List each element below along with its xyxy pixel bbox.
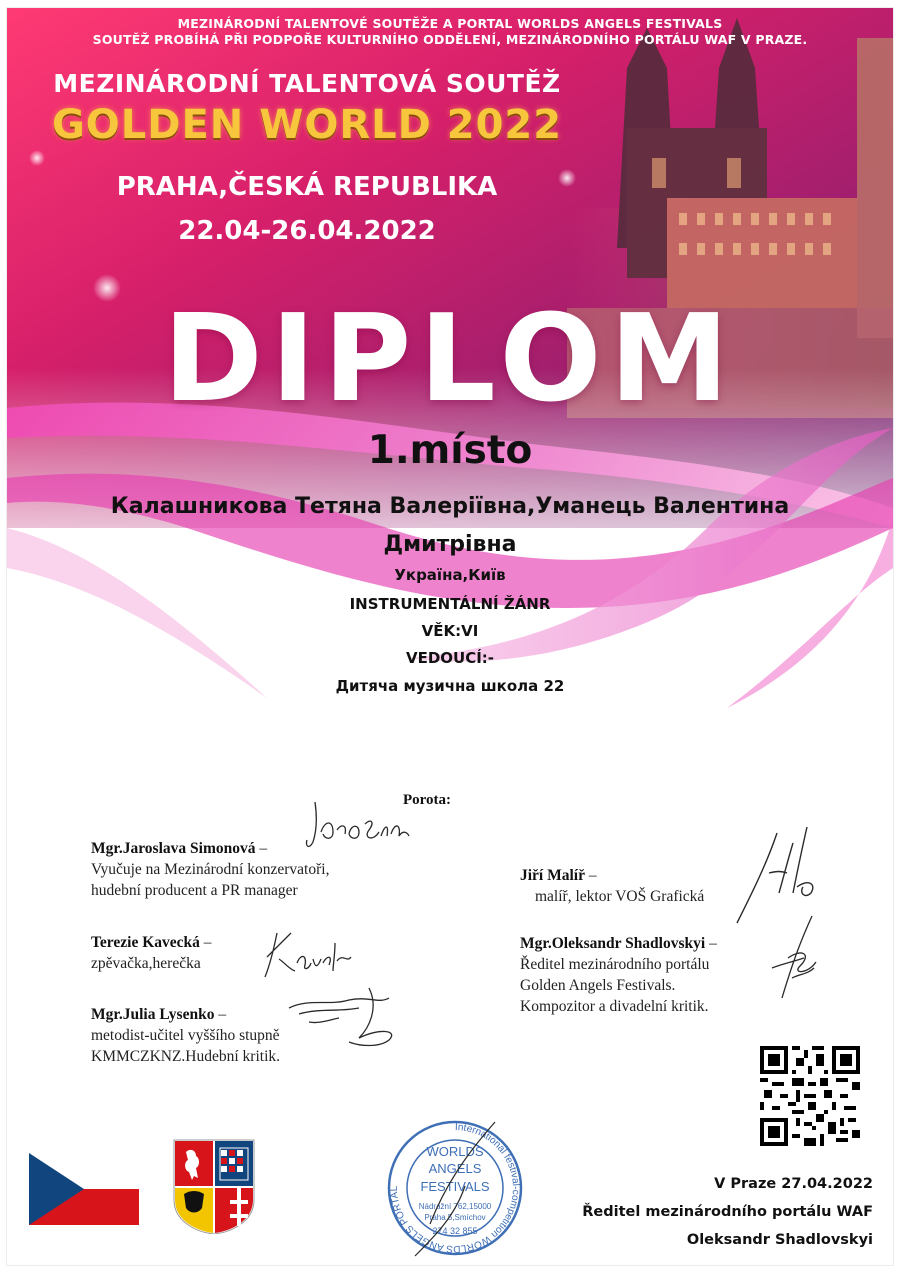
school-name: Дитяча музична школа 22 <box>335 677 565 695</box>
signature-lysenko <box>269 978 419 1058</box>
signature-shadlovskyi <box>752 908 842 1008</box>
round-stamp-icon <box>385 1116 525 1264</box>
jury-member <box>91 1004 280 1067</box>
jury-member-role: Kompozitor a divadelní kritik. <box>520 998 709 1015</box>
participant-names: Калашникова Тетяна Валеріївна,Уманець Валентина Дмитрівна <box>110 494 790 557</box>
jury-dash: – <box>705 935 717 952</box>
jury-member <box>520 933 717 1017</box>
jury-member-name: Jiří Malíř <box>520 867 585 884</box>
stamp-center-3: FESTIVALS <box>420 1179 490 1194</box>
footer-name: Oleksandr Shadlovskyi <box>686 1232 873 1248</box>
jury-member-name: Mgr.Jaroslava Simonová <box>91 840 256 857</box>
signature-kavecka <box>257 923 357 983</box>
jury-member-role: Golden Angels Festivals. <box>520 977 676 994</box>
czech-coat-of-arms-icon <box>172 1138 256 1234</box>
diploma-page <box>7 8 893 1265</box>
header-line-2: SOUTĚŽ PROBÍHÁ PŘI PODPOŘE KULTURNÍHO ODDĚLENÍ, MEZINÁRODNÍHO PORTÁLU WAF V PRAZE. <box>92 32 808 47</box>
footer-position: Ředitel mezinárodního portálu WAF <box>582 1204 873 1220</box>
jury-member-role: Ředitel mezinárodního portálu <box>520 956 710 973</box>
jury-dash: – <box>199 934 212 951</box>
czech-flag-icon <box>29 1153 139 1225</box>
jury-member-role: metodist-učitel vyššího stupně <box>91 1027 280 1044</box>
jury-dash: – <box>585 867 597 884</box>
stamp-center-1: WORLDS <box>426 1144 484 1159</box>
jury-member <box>91 838 329 901</box>
rank-label: 1.místo <box>367 428 533 473</box>
stamp-address-1: Nádražní 762,15000 <box>418 1202 492 1211</box>
qr-code-icon <box>760 1046 860 1146</box>
competition-dates: 22.04-26.04.2022 <box>178 216 436 246</box>
age-category: VĚK:VI <box>421 622 479 640</box>
diploma-heading: DIPLOM <box>163 290 737 429</box>
competition-place: PRAHA,ČESKÁ REPUBLIKA <box>116 172 498 202</box>
stamp-address-2: Praha 5,Smíchov <box>424 1213 486 1222</box>
header-line-1: MEZINÁRODNÍ TALENTOVÉ SOUTĚŽE A PORTAL WORLDS ANGELS FESTIVALS <box>177 16 723 31</box>
footer-block <box>582 1170 873 1254</box>
leader: VEDOUCÍ:- <box>405 649 495 667</box>
country-city: Україна,Київ <box>394 566 506 584</box>
stamp-center-2: ANGELS <box>428 1161 482 1176</box>
jury-member-role: zpěvačka,herečka <box>91 955 201 972</box>
jury-title: Porota: <box>402 792 452 808</box>
footer-date: V Praze 27.04.2022 <box>714 1176 873 1192</box>
stamp-address-3: 274 32 855 <box>432 1226 478 1236</box>
genre: INSTRUMENTÁLNÍ ŽÁNR <box>349 595 551 613</box>
jury-member-name: Mgr.Julia Lysenko <box>91 1006 215 1023</box>
competition-title: GOLDEN WORLD 2022 <box>51 102 563 148</box>
jury-member <box>91 932 212 974</box>
jury-member <box>520 865 704 907</box>
jury-member-name: Mgr.Oleksandr Shadlovskyi <box>520 935 706 952</box>
jury-member-role: Vyučuje na Mezinárodní konzervatoři, <box>91 861 330 878</box>
signature-simonova <box>303 796 413 856</box>
jury-dash: – <box>214 1006 227 1023</box>
jury-member-role: KMMCZKNZ.Hudební kritik. <box>91 1048 281 1065</box>
jury-member-role: malíř, lektor VOŠ Grafická <box>535 888 705 905</box>
jury-member-name: Terezie Kavecká <box>91 934 200 951</box>
jury-member-role: hudební producent a PR manager <box>91 882 298 899</box>
stamp-ring-text: International festival-competition WORLDS ANGELS PORTAL <box>388 1121 521 1255</box>
jury-dash: – <box>255 840 268 857</box>
competition-subtitle: MEZINÁRODNÍ TALENTOVÁ SOUTĚŽ <box>53 69 561 98</box>
